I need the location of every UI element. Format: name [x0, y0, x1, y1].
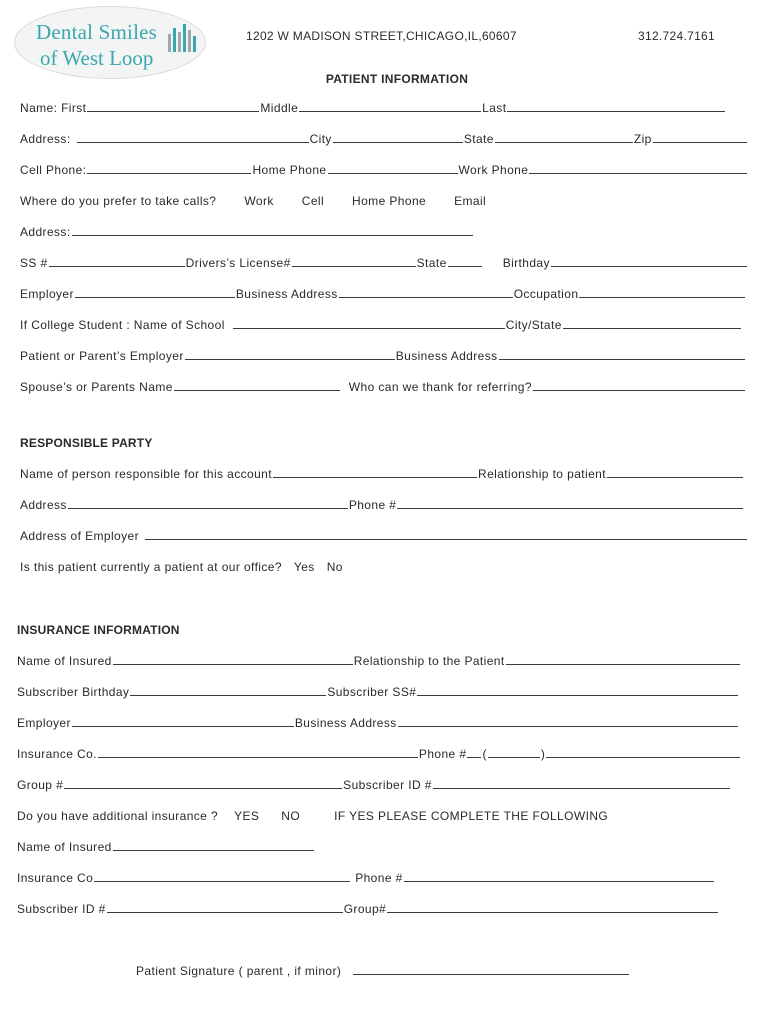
middle-name-field[interactable] — [299, 101, 481, 112]
occupation-field[interactable] — [579, 287, 745, 298]
zip-label: Zip — [633, 132, 652, 146]
parent-employer-row — [20, 349, 746, 365]
insurance2-phone-field[interactable] — [404, 871, 714, 882]
work-phone-label: Work Phone — [458, 163, 529, 177]
additional-insurance-label: Do you have additional insurance ? — [17, 809, 219, 823]
page-title: PATIENT INFORMATION — [325, 72, 469, 86]
current-patient-yes[interactable]: Yes — [293, 560, 315, 574]
home-phone-field[interactable] — [328, 163, 458, 174]
current-patient-label: Is this patient currently a patient at our office? — [20, 560, 282, 574]
subscriber2-row — [17, 902, 719, 918]
current-patient-no[interactable]: No — [326, 560, 343, 574]
responsible-name-field[interactable] — [273, 467, 477, 478]
logo — [14, 6, 206, 79]
spouse-label: Spouse’s or Parents Name — [20, 380, 173, 394]
college-citystate-field[interactable] — [563, 318, 741, 329]
ss-license-row — [20, 256, 748, 272]
insurance2-phone-label: Phone # — [355, 871, 403, 885]
insurance-business-address-label: Business Address — [294, 716, 397, 730]
responsible-name-row — [20, 467, 744, 483]
college-field[interactable] — [233, 318, 505, 329]
phone-row — [20, 163, 748, 179]
prefer-option-work[interactable]: Work — [244, 194, 274, 208]
group-row — [17, 778, 731, 794]
birthday-field[interactable] — [551, 256, 747, 267]
license-state-field[interactable] — [448, 256, 482, 267]
business-address-label: Business Address — [235, 287, 338, 301]
logo-text-line1: Dental Smiles — [36, 20, 158, 44]
spouse-field[interactable] — [174, 380, 340, 391]
last-name-field[interactable] — [507, 101, 725, 112]
prefer-option-home-phone[interactable]: Home Phone — [352, 194, 427, 208]
cell-phone-field[interactable] — [87, 163, 251, 174]
address2-label: Address: — [20, 225, 71, 239]
signature-label: Patient Signature ( parent , if minor) — [136, 964, 342, 978]
insurance-phone-label: Phone # — [418, 747, 467, 761]
current-patient-row — [20, 560, 343, 576]
employer-field[interactable] — [75, 287, 235, 298]
subscriber2-id-label: Subscriber ID # — [17, 902, 106, 916]
license-field[interactable] — [292, 256, 416, 267]
cell-phone-label: Cell Phone: — [20, 163, 87, 177]
prefer-calls-label: Where do you prefer to take calls? — [20, 194, 217, 208]
group2-label: Group# — [343, 902, 387, 916]
insurance-heading: INSURANCE INFORMATION — [17, 623, 180, 637]
subscriber-id-field[interactable] — [433, 778, 730, 789]
ss-label: SS # — [20, 256, 48, 270]
insurance-company-row — [17, 747, 741, 763]
address2-row — [20, 225, 474, 241]
address-row — [20, 132, 748, 148]
employer-label: Employer — [20, 287, 74, 301]
parent-employer-label: Patient or Parent’s Employer — [20, 349, 184, 363]
insurance-employer-row — [17, 716, 739, 732]
address2-field[interactable] — [72, 225, 473, 236]
address-label: Address: — [20, 132, 71, 146]
office-address: 1202 W MADISON STREET,CHICAGO,IL,60607 — [246, 29, 517, 43]
occupation-label: Occupation — [513, 287, 579, 301]
skyline-icon — [166, 22, 200, 52]
prefer-option-email[interactable]: Email — [454, 194, 487, 208]
insurance-phone-area-code[interactable] — [488, 747, 540, 758]
license-label: Drivers’s License# — [185, 256, 291, 270]
subscriber-ss-field[interactable] — [417, 685, 738, 696]
business-address-field[interactable] — [339, 287, 513, 298]
additional-insurance-yes[interactable]: YES — [234, 809, 260, 823]
group-label: Group # — [17, 778, 64, 792]
college-citystate-label: City/State — [505, 318, 562, 332]
middle-name-label: Middle — [260, 101, 299, 115]
insurance2-company-field[interactable] — [94, 871, 350, 882]
birthday-label: Birthday — [502, 256, 550, 270]
parent-business-address-label: Business Address — [395, 349, 498, 363]
paren-open: ( — [482, 747, 487, 761]
address-field[interactable] — [77, 132, 309, 143]
state-field[interactable] — [495, 132, 633, 143]
license-state-label: State — [416, 256, 447, 270]
subscriber-birthday-label: Subscriber Birthday — [17, 685, 130, 699]
work-phone-field[interactable] — [529, 163, 747, 174]
office-phone: 312.724.7161 — [638, 29, 716, 43]
first-name-label: Name: First — [20, 101, 87, 115]
responsible-relationship-label: Relationship to patient — [478, 467, 606, 481]
city-field[interactable] — [333, 132, 463, 143]
insured-relationship-label: Relationship to the Patient — [353, 654, 505, 668]
group-field[interactable] — [64, 778, 342, 789]
spouse-row — [20, 380, 746, 396]
employer-address-row — [20, 529, 748, 545]
insured2-name-field[interactable] — [113, 840, 314, 851]
responsible-address-row — [20, 498, 744, 514]
employer-address-label: Address of Employer — [20, 529, 139, 543]
subscriber-id-label: Subscriber ID # — [343, 778, 432, 792]
city-label: City — [309, 132, 332, 146]
home-phone-label: Home Phone — [252, 163, 327, 177]
insured2-row — [17, 840, 315, 856]
referring-label: Who can we thank for referring? — [348, 380, 532, 394]
first-name-field[interactable] — [87, 101, 259, 112]
last-name-label: Last — [482, 101, 507, 115]
insurance-company-field[interactable] — [98, 747, 418, 758]
referring-field[interactable] — [533, 380, 745, 391]
state-label: State — [463, 132, 494, 146]
insurance-phone-number[interactable] — [546, 747, 740, 758]
responsible-phone-field[interactable] — [397, 498, 743, 509]
insured-row — [17, 654, 741, 670]
insurance-employer-label: Employer — [17, 716, 71, 730]
signature-field[interactable] — [353, 964, 629, 975]
responsible-phone-label: Phone # — [348, 498, 397, 512]
subscriber-birthday-field[interactable] — [130, 685, 326, 696]
additional-insurance-row — [17, 809, 608, 825]
zip-field[interactable] — [653, 132, 747, 143]
insured-name-label: Name of Insured — [17, 654, 112, 668]
parent-employer-field[interactable] — [185, 349, 395, 360]
parent-business-address-field[interactable] — [499, 349, 745, 360]
responsible-party-heading: RESPONSIBLE PARTY — [20, 436, 153, 450]
responsible-relationship-field[interactable] — [607, 467, 743, 478]
insurance-phone-area-prefix[interactable] — [467, 747, 481, 758]
employer-row — [20, 287, 746, 303]
responsible-name-label: Name of person responsible for this account — [20, 467, 272, 481]
subscriber-ss-label: Subscriber SS# — [327, 685, 417, 699]
employer-address-field[interactable] — [145, 529, 747, 540]
insurance-company-label: Insurance Co. — [17, 747, 97, 761]
insured-name-field[interactable] — [113, 654, 353, 665]
group2-field[interactable] — [387, 902, 718, 913]
prefer-option-cell[interactable]: Cell — [301, 194, 325, 208]
insurance-employer-field[interactable] — [72, 716, 294, 727]
name-row — [20, 101, 726, 117]
insurance2-company-label: Insurance Co — [17, 871, 94, 885]
insurance-business-address-field[interactable] — [398, 716, 738, 727]
college-row — [20, 318, 742, 334]
insurance2-company-row — [17, 871, 715, 887]
insured2-name-label: Name of Insured — [17, 840, 112, 854]
college-label: If College Student : Name of School — [20, 318, 225, 332]
subscriber-birthday-row — [17, 685, 739, 701]
paren-close: ) — [540, 747, 546, 761]
responsible-address-label: Address — [20, 498, 67, 512]
subscriber2-id-field[interactable] — [107, 902, 343, 913]
responsible-address-field[interactable] — [68, 498, 348, 509]
logo-text-line2: of West Loop — [40, 46, 154, 70]
signature-row — [136, 964, 630, 980]
additional-insurance-no[interactable]: NO — [281, 809, 301, 823]
if-yes-note: IF YES PLEASE COMPLETE THE FOLLOWING — [334, 809, 609, 823]
ss-field[interactable] — [49, 256, 185, 267]
prefer-calls-row — [20, 194, 486, 210]
insured-relationship-field[interactable] — [506, 654, 740, 665]
